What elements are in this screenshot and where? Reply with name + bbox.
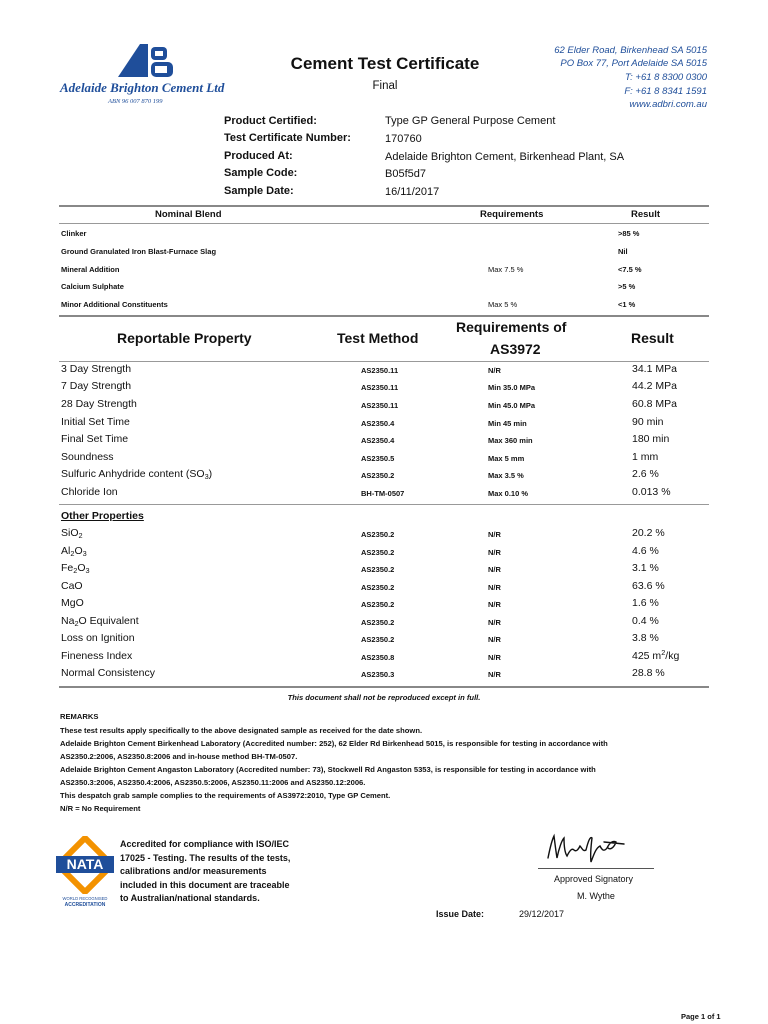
certificate-status: Final: [372, 80, 398, 92]
blend-row-name: Mineral Addition: [61, 265, 120, 274]
table-rule: [59, 205, 709, 207]
property-method: AS2350.5: [361, 454, 395, 463]
blend-header-name: Nominal Blend: [155, 209, 222, 220]
props-header-standard: AS3972: [490, 341, 541, 357]
property-name: Chloride Ion: [61, 486, 118, 498]
props-header-result: Result: [631, 330, 674, 346]
property-requirement: Max 5 mm: [488, 454, 525, 463]
remark-line: Adelaide Brighton Cement Birkenhead Laboratory (Accredited number: 252), 62 Elder Rd Birkenhead 5015, is responsible for testing in accordance with: [60, 739, 608, 748]
blend-header-requirements: Requirements: [480, 209, 544, 220]
property-result: 63.6 %: [632, 580, 665, 592]
blend-header-result: Result: [631, 209, 661, 220]
nata-text-line: included in this document are traceable: [120, 880, 290, 890]
nata-text-line: to Australian/national standards.: [120, 893, 260, 903]
nata-text-line: calibrations and/or measurements: [120, 866, 267, 876]
property-result: 90 min: [632, 416, 664, 428]
property-name: $Fe_2O_3$: [61, 562, 90, 575]
blend-row-name: Ground Granulated Iron Blast-Furnace Slag: [61, 247, 217, 256]
property-name: $Al_2O_3$: [61, 545, 87, 558]
nata-tagline: WORLD RECOGNISED: [62, 896, 108, 901]
blend-row-name: Clinker: [61, 229, 87, 238]
blend-row-result: <7.5 %: [618, 265, 642, 274]
table-rule: [59, 361, 709, 362]
company-name: Adelaide Brighton Cement Ltd: [60, 80, 225, 95]
property-requirement: N/R: [488, 600, 501, 609]
remark-line: N/R = No Requirement: [60, 804, 141, 813]
property-method: AS2350.11: [361, 366, 399, 375]
property-requirement: N/R: [488, 565, 501, 574]
company-logo: [60, 44, 240, 124]
property-method: AS2350.2: [361, 530, 395, 539]
property-method: AS2350.2: [361, 548, 395, 557]
sample-date-value: 16/11/2017: [385, 186, 440, 198]
property-requirement: N/R: [488, 548, 501, 557]
property-result: 60.8 MPa: [632, 398, 677, 410]
blend-row-result: <1 %: [618, 300, 636, 309]
table-rule: [59, 686, 709, 688]
nata-text-line: 17025 - Testing. The results of the tests,: [120, 853, 291, 863]
property-result: 1.6 %: [632, 597, 659, 609]
property-method: AS2350.2: [361, 583, 395, 592]
property-result: 34.1 MPa: [632, 363, 677, 375]
property-result: 3.1 %: [632, 562, 659, 574]
property-name: Fineness Index: [61, 650, 133, 662]
website-link[interactable]: www.adbri.com.au: [629, 99, 707, 110]
property-requirement: N/R: [488, 670, 501, 679]
blend-row-requirement: Max 5 %: [488, 300, 518, 309]
property-name: Normal Consistency: [61, 667, 155, 679]
reproduction-notice: This document shall not be reproduced except in full.: [287, 693, 481, 702]
property-requirement: Min 45 min: [488, 419, 527, 428]
property-requirement: N/R: [488, 653, 501, 662]
property-result: 180 min: [632, 433, 670, 445]
signatory-role: Approved Signatory: [554, 874, 634, 884]
page-number: Page 1 of 1: [681, 1012, 721, 1021]
remark-line: AS2350.3:2006, AS2350.4:2006, AS2350.5:2006, AS2350.11:2006 and AS2350.12:2006.: [60, 778, 366, 787]
property-result: 425 $m^2/kg$: [632, 648, 680, 662]
property-requirement: Max 360 min: [488, 436, 533, 445]
sample-code-label: Sample Code:: [224, 167, 298, 179]
property-name: Final Set Time: [61, 433, 129, 445]
signature-line: [538, 868, 654, 869]
property-result: 2.6 %: [632, 468, 659, 480]
property-name: Sulfuric Anhydride content $(SO_3)$: [61, 468, 213, 481]
property-requirement: N/R: [488, 635, 501, 644]
property-method: AS2350.2: [361, 635, 395, 644]
signature-image: [544, 828, 628, 866]
property-name: 7 Day Strength: [61, 380, 132, 392]
nata-logo-text: NATA: [56, 856, 114, 873]
property-method: AS2350.11: [361, 383, 399, 392]
remark-line: These test results apply specifically to the above designated sample as received for the date shown.: [60, 726, 423, 735]
address-line: PO Box 77, Port Adelaide SA 5015: [560, 58, 707, 69]
property-name: 3 Day Strength: [61, 363, 132, 375]
blend-row-result: >5 %: [618, 282, 636, 291]
remarks-title: REMARKS: [60, 712, 99, 721]
sample-date-label: Sample Date:: [224, 185, 294, 197]
property-requirement: N/R: [488, 530, 501, 539]
blend-row-result: Nil: [618, 247, 628, 256]
nata-logo: [56, 836, 114, 912]
sample-code-value: B05f5d7: [385, 168, 426, 180]
property-method: AS2350.11: [361, 401, 399, 410]
product-value: Type GP General Purpose Cement: [385, 115, 556, 127]
fax-line: F: +61 8 8341 1591: [624, 86, 707, 97]
property-method: AS2350.8: [361, 653, 395, 662]
property-result: 20.2 %: [632, 527, 665, 539]
property-requirement: Min 45.0 MPa: [488, 401, 536, 410]
property-method: AS2350.2: [361, 618, 395, 627]
property-requirement: Min 35.0 MPa: [488, 383, 536, 392]
signatory-name: M. Wythe: [577, 891, 615, 901]
property-result: 28.8 %: [632, 667, 665, 679]
abc-logo-icon: [118, 44, 180, 78]
phone-line: T: +61 8 8300 0300: [625, 72, 707, 83]
property-name: Initial Set Time: [61, 416, 130, 428]
table-rule: [59, 223, 709, 224]
property-result: 44.2 MPa: [632, 380, 677, 392]
property-result: 3.8 %: [632, 632, 659, 644]
product-label: Product Certified:: [224, 115, 317, 127]
page-title: Cement Test Certificate: [290, 54, 480, 73]
props-header-requirements: Requirements of: [456, 319, 567, 335]
remark-line: Adelaide Brighton Cement Angaston Laboratory (Accredited number: 73), Stockwell Rd Angaston 5353, is responsible for testing in accordance with: [60, 765, 596, 774]
certificate-number-value: 170760: [385, 133, 422, 145]
address-line: 62 Elder Road, Birkenhead SA 5015: [554, 45, 707, 56]
certificate-number-label: Test Certificate Number:: [224, 132, 351, 144]
blend-row-name: Minor Additional Constituents: [61, 300, 168, 309]
table-rule: [59, 504, 709, 505]
produced-at-label: Produced At:: [224, 150, 293, 162]
property-method: AS2350.2: [361, 471, 395, 480]
property-requirement: N/R: [488, 618, 501, 627]
property-name: Loss on Ignition: [61, 632, 135, 644]
blend-row-name: Calcium Sulphate: [61, 282, 124, 291]
property-method: BH-TM-0507: [361, 489, 405, 498]
produced-at-value: Adelaide Brighton Cement, Birkenhead Plant, SA: [385, 151, 625, 163]
property-requirement: Max 0.10 %: [488, 489, 529, 498]
property-requirement: Max 3.5 %: [488, 471, 524, 480]
nata-text-line: Accredited for compliance with ISO/IEC: [120, 839, 290, 849]
issue-date-value: 29/12/2017: [519, 909, 565, 919]
blend-row-requirement: Max 7.5 %: [488, 265, 524, 274]
remark-line: This despatch grab sample complies to the requirements of AS3972:2010, Type GP Cement.: [60, 791, 391, 800]
property-name: 28 Day Strength: [61, 398, 137, 410]
blend-row-result: >85 %: [618, 229, 640, 238]
property-method: AS2350.2: [361, 565, 395, 574]
property-requirement: N/R: [488, 583, 501, 592]
property-method: AS2350.2: [361, 600, 395, 609]
property-name: Soundness: [61, 451, 114, 463]
table-rule: [59, 315, 709, 317]
property-result: 0.013 %: [632, 486, 671, 498]
remark-line: AS2350.2:2006, AS2350.8:2006 and in-house method BH-TM-0507.: [60, 752, 298, 761]
property-result: 0.4 %: [632, 615, 659, 627]
nata-tagline: ACCREDITATION: [64, 902, 106, 908]
property-name: $Na_2O$ Equivalent: [61, 615, 139, 628]
property-method: AS2350.4: [361, 436, 395, 445]
props-header-property: Reportable Property: [117, 330, 252, 346]
property-method: AS2350.3: [361, 670, 395, 679]
company-abn: ABN 96 007 870 199: [108, 98, 163, 105]
property-name: SiO$_2$: [61, 527, 83, 540]
issue-date-label: Issue Date:: [436, 909, 485, 919]
property-name: MgO: [61, 597, 84, 609]
props-header-method: Test Method: [337, 330, 419, 346]
property-result: 4.6 %: [632, 545, 659, 557]
property-method: AS2350.4: [361, 419, 395, 428]
property-result: 1 mm: [632, 451, 659, 463]
property-requirement: N/R: [488, 366, 501, 375]
other-properties-title: Other Properties: [61, 510, 144, 522]
property-name: CaO: [61, 580, 83, 592]
